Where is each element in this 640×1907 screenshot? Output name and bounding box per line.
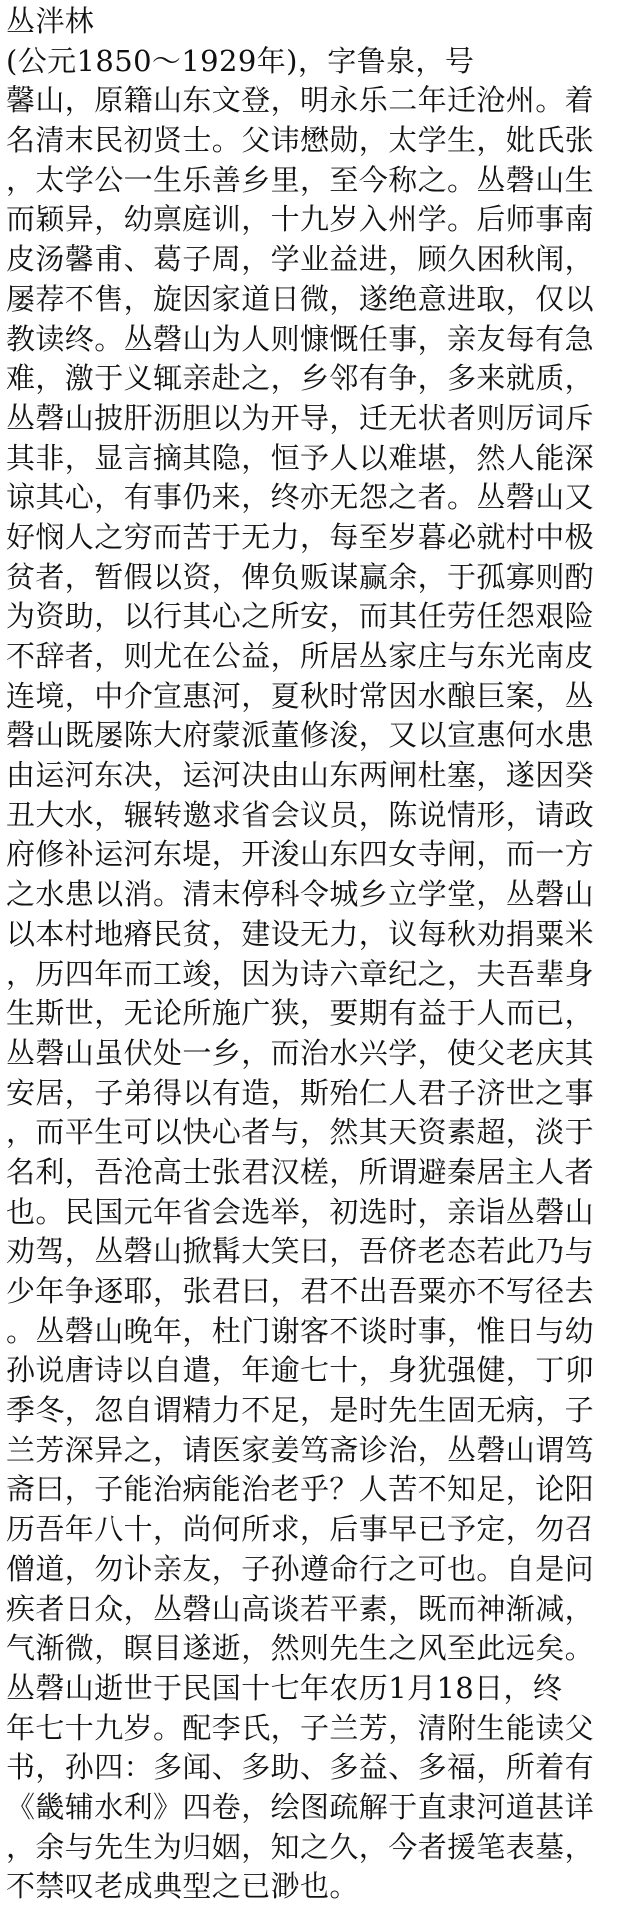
text-line: 斋曰，子能治病能治老乎？人苦不知足，论阳 bbox=[6, 1472, 595, 1507]
text-line: 丛磬山虽伏处一乡，而治水兴学，使父老庆其 bbox=[6, 1035, 595, 1070]
text-line: 疾者日众，丛磬山高谈若平素，既而神渐减， bbox=[6, 1591, 595, 1626]
text-line: 为资助，以行其心之所安，而其任劳任怨艰险 bbox=[6, 599, 595, 634]
text-line: 丛泮林 bbox=[6, 4, 95, 38]
text-line: 名利，吾沧高士张君汉槎，所谓避秦居主人者 bbox=[6, 1154, 595, 1189]
text-line: 兰芳深异之，请医家姜笃斋诊治，丛磬山谓笃 bbox=[6, 1432, 595, 1467]
text-line: 季冬，忽自谓精力不足，是时先生固无病，子 bbox=[6, 1393, 595, 1428]
text-line: 生斯世，无论所施广狭，要期有益于人而已， bbox=[6, 996, 595, 1031]
text-line: 屡荐不售，旋因家道日微，遂绝意进取，仅以 bbox=[6, 281, 595, 316]
text-line: 丑大水，辗转邀求省会议员，陈说情形，请政 bbox=[6, 797, 595, 832]
text-line: 以本村地瘠民贫，建设无力，议每秋劝捐粟米 bbox=[6, 916, 595, 951]
text-line: 难，激于义辄亲赴之，乡邻有争，多来就质， bbox=[6, 361, 595, 396]
text-line: ，太学公一生乐善乡里，至今称之。丛磬山生 bbox=[6, 162, 595, 197]
text-line: 贫者，暂假以资，俾负贩谋赢余，于孤寡则酌 bbox=[6, 559, 595, 594]
text-line: ，而平生可以快心者与，然其天资素超，淡于 bbox=[6, 1115, 595, 1150]
text-line: 馨山，原籍山东文登，明永乐二年迁沧州。着 bbox=[6, 83, 595, 118]
text-line: 磬山既屡陈大府蒙派董修浚，又以宣惠何水患 bbox=[6, 718, 595, 753]
text-line: 连境，中介宣惠河，夏秋时常因水酿巨案，丛 bbox=[6, 678, 595, 713]
text-line: 名清末民初贤士。父讳懋勋，太学生，妣氏张 bbox=[6, 123, 595, 158]
text-line: 。丛磬山晚年，杜门谢客不谈时事，惟日与幼 bbox=[6, 1313, 595, 1348]
text-line: 少年争逐耶，张君曰，君不出吾粟亦不写径去 bbox=[6, 1274, 595, 1308]
text-line: 谅其心，有事仍来，终亦无怨之者。丛磬山又 bbox=[6, 480, 595, 515]
text-line: 不辞者，则尤在公益，所居丛家庄与东光南皮 bbox=[6, 639, 595, 673]
text-line: 不禁叹老成典型之已渺也。 bbox=[6, 1869, 359, 1904]
text-line: 丛磬山逝世于民国十七年农历1月18日，终 bbox=[6, 1670, 563, 1705]
text-line: 历吾年八十，尚何所求，后事早已予定，勿召 bbox=[6, 1512, 595, 1547]
text-line: 府修补运河东堤，开浚山东四女寺闸，而一方 bbox=[6, 837, 595, 872]
text-line: 安居，子弟得以有造，斯殆仁人君子济世之事 bbox=[6, 1075, 595, 1110]
text-line: (公元1850～1929年)，字鲁泉，号 bbox=[6, 43, 475, 78]
text-line: ，历四年而工竣，因为诗六章纪之，夫吾辈身 bbox=[6, 956, 595, 991]
text-line: 皮汤馨甫、葛子周，学业益进，顾久困秋闱， bbox=[6, 242, 595, 277]
text-line: 也。民国元年省会选举，初选时，亲诣丛磬山 bbox=[6, 1194, 595, 1229]
text-line: 好悯人之穷而苦于无力，每至岁暮必就村中极 bbox=[6, 519, 595, 554]
text-line: 书，孙四：多闻、多助、多益、多福，所着有 bbox=[6, 1750, 595, 1785]
text-line: 劝驾，丛磬山掀髯大笑曰，吾侪老态若此乃与 bbox=[6, 1234, 595, 1269]
text-line: 其非，显言摘其隐，恒予人以难堪，然人能深 bbox=[6, 440, 595, 475]
text-line: 年七十九岁。配李氏，子兰芳，清附生能读父 bbox=[6, 1710, 595, 1745]
text-line: 《畿辅水利》四卷，绘图疏解于直隶河道甚详 bbox=[6, 1789, 595, 1824]
text-line: 由运河东决，运河决由山东两闸杜塞，遂因癸 bbox=[6, 758, 595, 793]
text-line: ，余与先生为归姻，知之久，今者援笔表墓， bbox=[6, 1829, 595, 1864]
text-line: 气渐微，瞑目遂逝，然则先生之风至此远矣。 bbox=[6, 1631, 595, 1666]
text-line: 而颖异，幼禀庭训，十九岁入州学。后师事南 bbox=[6, 202, 595, 237]
text-line: 教读终。丛磬山为人则慷慨任事，亲友每有急 bbox=[6, 321, 595, 356]
text-line: 孙说唐诗以自遣，年逾七十，身犹强健，丁卯 bbox=[6, 1353, 595, 1388]
text-line: 丛磬山披肝沥胆以为开导，迁无状者则厉词斥 bbox=[6, 400, 595, 435]
text-line: 之水患以消。清末停科令城乡立学堂，丛磬山 bbox=[6, 877, 595, 912]
document-body bbox=[6, 2, 638, 1907]
text-line: 僧道，勿讣亲友，子孙遵命行之可也。自是问 bbox=[6, 1551, 595, 1586]
